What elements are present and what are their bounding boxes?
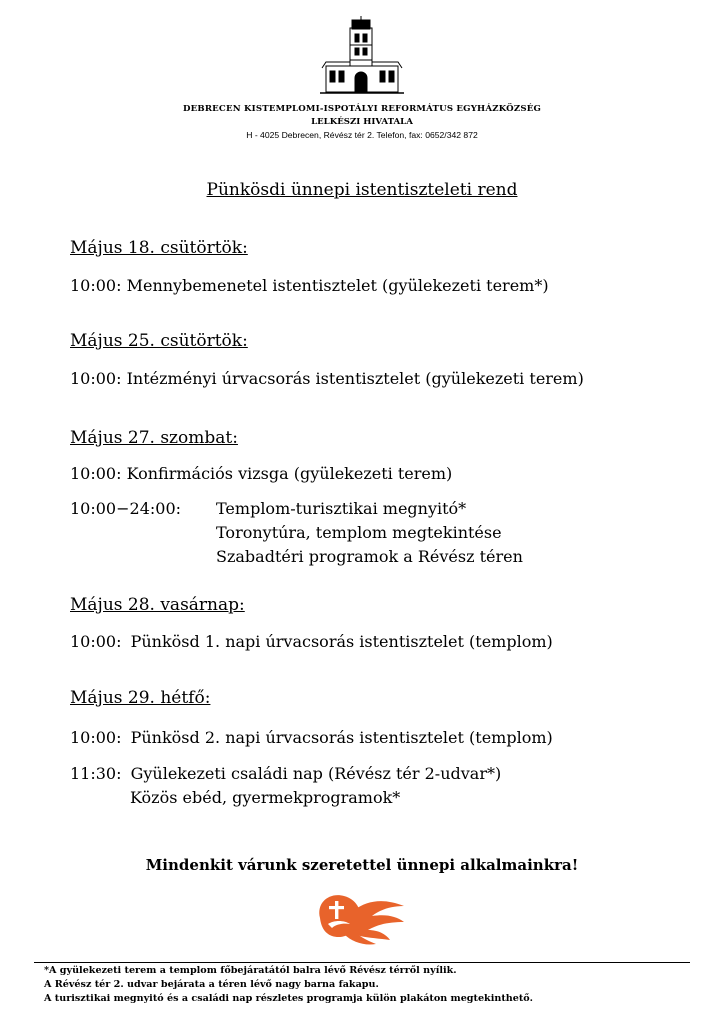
event-line — [70, 369, 584, 388]
event-line — [70, 464, 452, 483]
day-heading: Május 28. vasárnap: — [70, 595, 245, 615]
event-time: 11:30: — [70, 764, 122, 783]
event-text: Intézményi úrvacsorás istentisztelet (gyülekezeti terem) — [126, 369, 584, 388]
closing-message: Mindenkit várunk szeretettel ünnepi alkalmainkra! — [145, 856, 579, 874]
event-text: Pünkösd 2. napi úrvacsorás istentisztelet (templom) — [130, 728, 553, 747]
page-title: Pünkösdi ünnepi istentiszteleti rend — [206, 180, 518, 200]
event-detail: Szabadtéri programok a Révész téren — [216, 547, 523, 566]
footnote-divider — [34, 962, 690, 963]
pentecost-dove-logo-icon — [314, 890, 406, 948]
event-text: Mennybemenetel istentisztelet (gyülekezeti terem*) — [126, 276, 549, 295]
event-time: 10:00: — [70, 369, 122, 388]
event-time: 10:00: — [70, 728, 122, 747]
event-line — [70, 632, 553, 651]
event-time: 10:00: — [70, 464, 122, 483]
day-heading: Május 27. szombat: — [70, 428, 238, 448]
footnote: A Révész tér 2. udvar bejárata a téren lévő nagy barna fakapu. — [44, 979, 379, 990]
footnote: A turisztikai megnyitó és a családi nap részletes programja külön plakáton megtekinthető. — [44, 993, 534, 1004]
event-detail: Toronytúra, templom megtekintése — [216, 523, 502, 542]
footnote: *A gyülekezeti terem a templom főbejáratától balra lévő Révész térről nyílik. — [44, 965, 457, 976]
event-text: Konfirmációs vizsga (gyülekezeti terem) — [126, 464, 453, 483]
event-time: 10:00: — [70, 276, 122, 295]
event-line — [70, 728, 553, 747]
day-heading: Május 18. csütörtök: — [70, 238, 248, 258]
event-time: 10:00: — [70, 632, 122, 651]
event-line — [70, 764, 501, 783]
event-time: 10:00−24:00: — [70, 499, 182, 518]
event-text: Pünkösd 1. napi úrvacsorás istentisztelet (templom) — [130, 632, 553, 651]
org-address: H - 4025 Debrecen, Révész tér 2. Telefon, fax: 0652/342 872 — [246, 130, 478, 140]
event-text: Gyülekezeti családi nap (Révész tér 2-udvar*) — [130, 764, 502, 783]
org-office: LELKÉSZI HIVATALA — [311, 117, 413, 127]
event-text: Templom-turisztikai megnyitó* — [216, 499, 467, 518]
church-illustration-icon — [320, 16, 404, 96]
event-line — [70, 276, 549, 295]
day-heading: Május 29. hétfő: — [70, 688, 211, 708]
day-heading: Május 25. csütörtök: — [70, 331, 248, 351]
event-detail: Közös ebéd, gyermekprogramok* — [130, 788, 401, 807]
org-name: DEBRECEN KISTEMPLOMI-ISPOTÁLYI REFORMÁTUS EGYHÁZKÖZSÉG — [182, 104, 542, 114]
